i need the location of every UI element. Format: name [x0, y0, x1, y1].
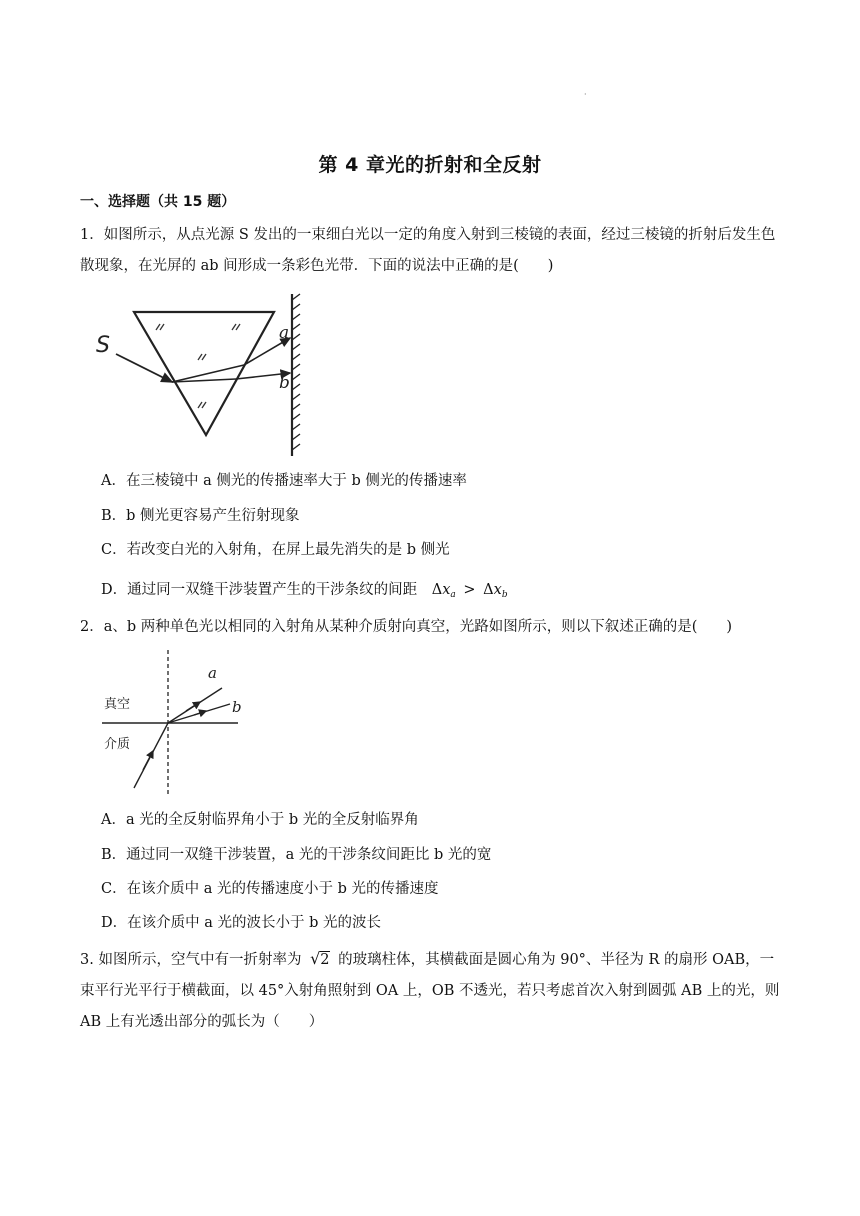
chapter-title: 第 4 章光的折射和全反射: [318, 154, 542, 176]
refraction-figure: [98, 648, 243, 798]
label-a: a: [279, 323, 290, 343]
label-b-2: b: [232, 698, 242, 716]
incident-ray: [116, 354, 172, 382]
screen-hatch: [292, 294, 300, 450]
q2-option-b[interactable]: B．通过同一双缝干涉装置，a 光的干涉条纹间距比 b 光的宽: [101, 847, 492, 863]
q2-option-a[interactable]: A．a 光的全反射临界角小于 b 光的全反射临界角: [101, 812, 419, 828]
label-S: S: [96, 333, 110, 358]
question-1-stem: 1．如图所示，从点光源 S 发出的一束细白光以一定的角度入射到三棱镜的表面，经过三棱镜的折射后发生色散现象，在光屏的 ab 间形成一条彩色光带．下面的说法中正确的是( ): [80, 227, 776, 274]
q1-option-a[interactable]: A．在三棱镜中 a 侧光的传播速率大于 b 侧光的传播速率: [101, 473, 467, 489]
question-3-stem: 3. 如图所示，空气中有一折射率为 √2 的玻璃柱体，其横截面是圆心角为 90°、半径为 R 的扇形 OAB，一束平行光平行于横截面，以 45°入射角照射到 OA 上，OB 不透光，若只考虑首次入射到圆弧 AB 上的光，则 AB 上有光透出部分的弧长为（ ）: [80, 949, 780, 1030]
label-vacuum: 真空: [104, 697, 131, 712]
q2-option-d[interactable]: D．在该介质中 a 光的波长小于 b 光的波长: [101, 915, 381, 931]
label-medium: 介质: [104, 737, 131, 752]
section-heading: 一、选择题（共 15 题）: [80, 194, 236, 210]
label-a-2: a: [208, 664, 217, 682]
q1-option-c[interactable]: C．若改变白光的入射角，在屏上最先消失的是 b 侧光: [101, 542, 450, 558]
label-b: b: [279, 373, 290, 393]
prism-figure: [96, 290, 310, 458]
q1-option-d-text: D．通过同一双缝干涉装置产生的干涉条纹的间距: [101, 582, 418, 598]
header-dot: ·: [584, 90, 587, 99]
sqrt-expression: √2: [310, 949, 330, 968]
interference-formula: $\Delta x_a > \Delta x_b$: [431, 582, 508, 600]
q1-option-b[interactable]: B．b 侧光更容易产生衍射现象: [101, 508, 300, 524]
q1-option-d[interactable]: [101, 580, 508, 605]
q2-option-c[interactable]: C．在该介质中 a 光的传播速度小于 b 光的传播速度: [101, 881, 439, 897]
question-2-stem: 2．a、b 两种单色光以相同的入射角从某种介质射向真空，光路如图所示，则以下叙述正确的是( ): [80, 619, 733, 635]
